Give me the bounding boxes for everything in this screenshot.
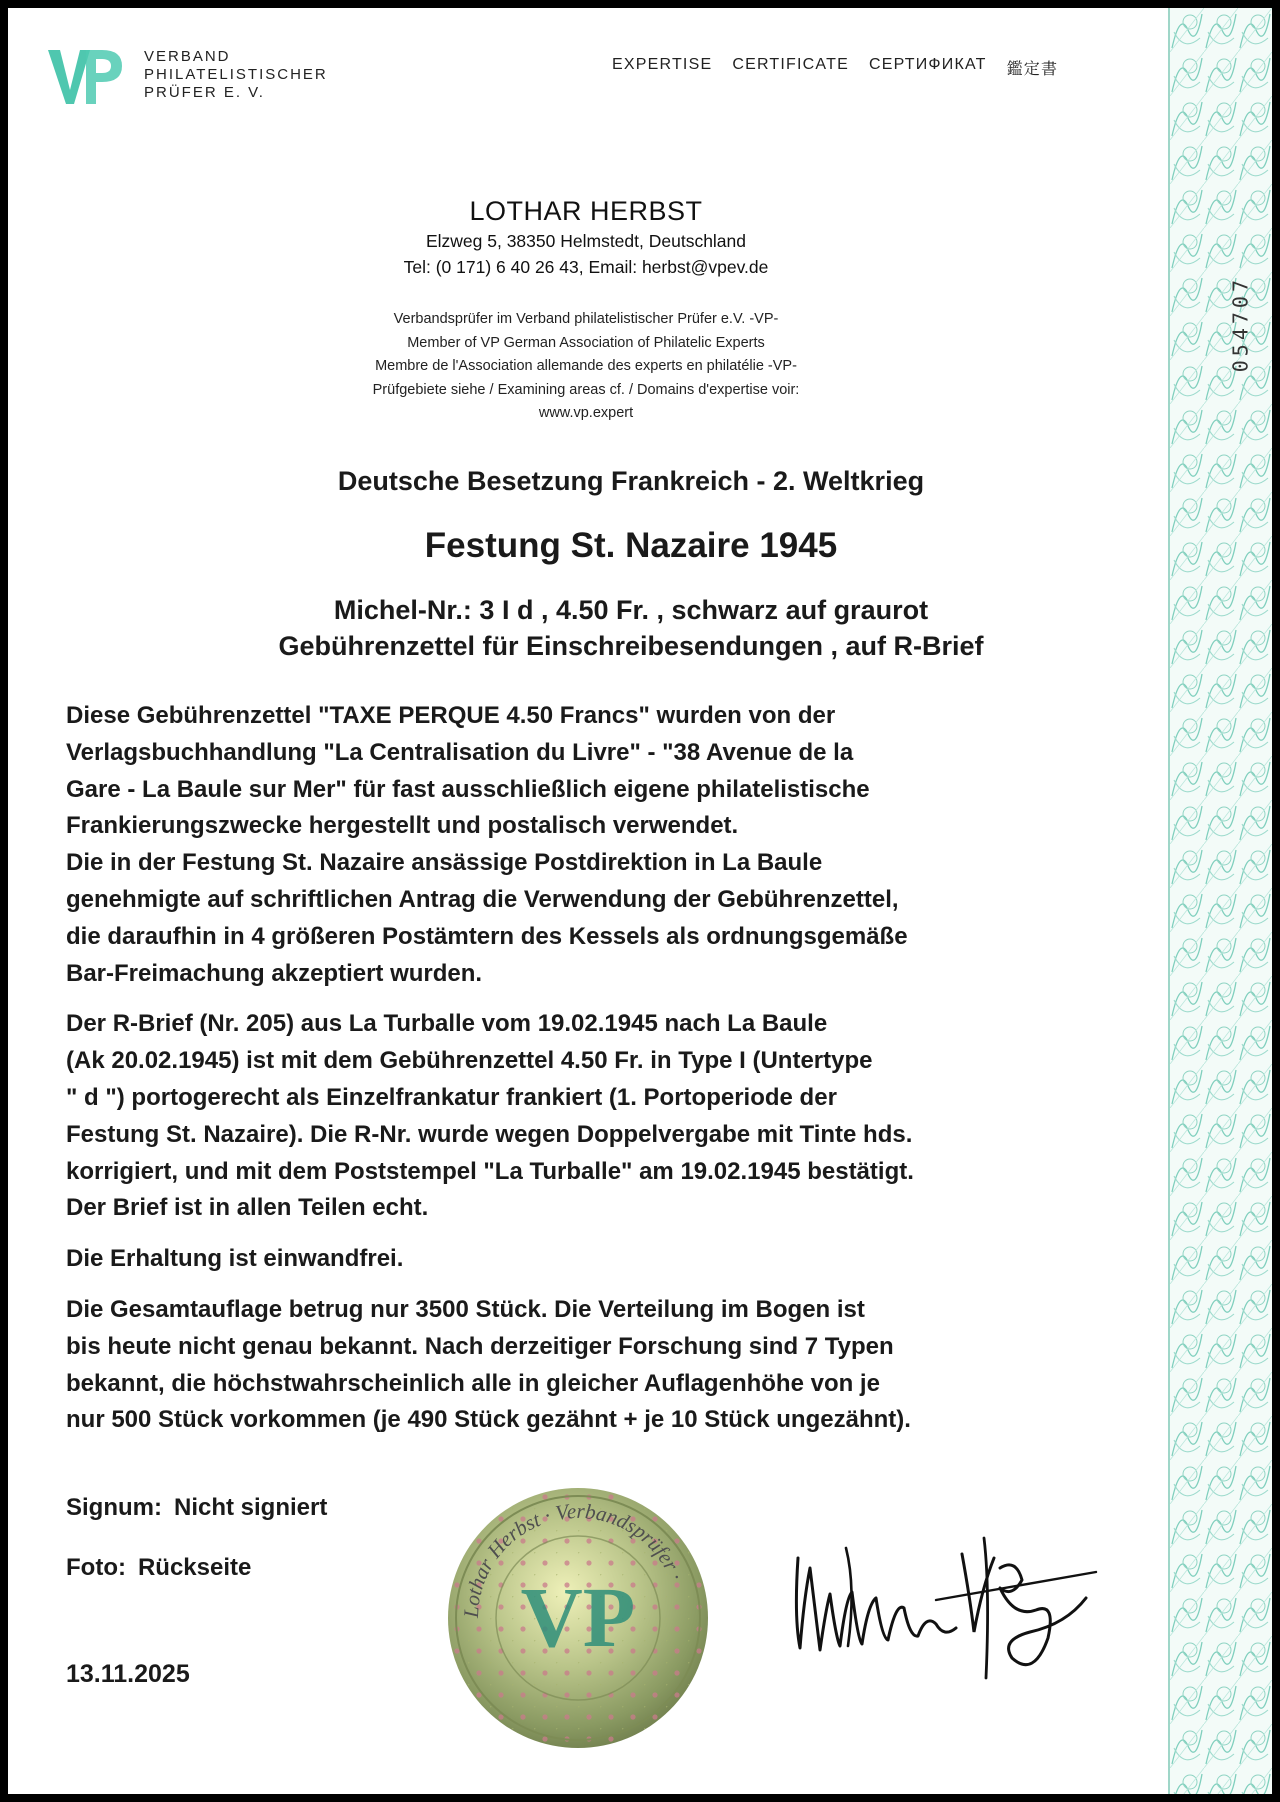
cert-word-japanese: 鑑定書	[1006, 61, 1059, 78]
organization-name	[144, 48, 328, 102]
org-line: VERBAND	[144, 48, 231, 65]
org-line: PRÜFER E. V.	[144, 84, 265, 101]
foto-line	[66, 1554, 251, 1582]
body-line: genehmigte auf schriftlichen Antrag die Verwendung der Gebührenzettel,	[66, 885, 899, 913]
cert-word-certificate: CERTIFICATE	[732, 56, 849, 73]
vp-logo-icon	[46, 46, 126, 110]
expert-name: LOTHAR HERBST	[469, 196, 703, 226]
body-line: Die Gesamtauflage betrug nur 3500 Stück. Die Verteilung im Bogen ist	[66, 1295, 865, 1323]
membership-website: www.vp.expert	[538, 405, 634, 421]
body-line: Der Brief ist in allen Teilen echt.	[66, 1194, 429, 1222]
expert-address: Elzweg 5, 38350 Helmstedt, Deutschland	[425, 231, 747, 251]
guilloche-pattern	[1170, 8, 1272, 1794]
security-border-strip	[1168, 8, 1272, 1794]
body-line: Diese Gebührenzettel "TAXE PERQUE 4.50 Francs" wurden von der	[66, 702, 836, 729]
signum-line	[66, 1494, 327, 1522]
michel-number-line: Michel-Nr.: 3 I d , 4.50 Fr. , schwarz auf graurot	[333, 595, 929, 625]
body-line: bis heute nicht genau bekannt. Nach derzeitiger Forschung sind 7 Typen	[66, 1332, 894, 1360]
membership-line: Prüfgebiete siehe / Examining areas cf. / Domains d'expertise voir:	[372, 381, 800, 398]
certificate-page	[8, 8, 1272, 1794]
subject-title: Festung St. Nazaire 1945	[424, 526, 838, 565]
certificate-body	[66, 698, 1126, 1439]
seal-center-letters: VP	[520, 1569, 636, 1665]
body-line: bekannt, die höchstwahrscheinlich alle in gleicher Auflagenhöhe von je	[66, 1369, 880, 1397]
expert-contact: Tel: (0 171) 6 40 26 43, Email: herbst@vpev.de	[403, 257, 769, 277]
foto-value: Rückseite	[137, 1554, 252, 1581]
body-line: Verlagsbuchhandlung "La Centralisation du Livre" - "38 Avenue de la	[66, 738, 854, 766]
seal-ring-text: Lothar Herbst · Verbandsprüfer ·	[458, 1498, 689, 1619]
body-line: Die in der Festung St. Nazaire ansässige Postdirektion in La Baule	[66, 849, 823, 877]
cert-word-expertise: EXPERTISE	[612, 56, 713, 73]
condition-statement: Die Erhaltung ist einwandfrei.	[66, 1245, 404, 1273]
foto-label: Foto:	[66, 1554, 126, 1581]
item-type-line: Gebührenzettel für Einschreibesendungen , auf R-Brief	[278, 631, 984, 661]
body-line: Der R-Brief (Nr. 205) aus La Turballe vom 19.02.1945 nach La Baule	[66, 1010, 828, 1038]
membership-line: Verbandsprüfer im Verband philatelistischer Prüfer e.V. -VP-	[393, 311, 779, 327]
body-line: " d ") portogerecht als Einzelfrankatur frankiert (1. Portoperiode der	[66, 1083, 837, 1111]
body-line: nur 500 Stück vorkommen (je 490 Stück gezähnt + je 10 Stück ungezähnt).	[66, 1406, 911, 1434]
body-line: korrigiert, und mit dem Poststempel "La Turballe" am 19.02.1945 bestätigt.	[66, 1157, 914, 1185]
org-line: PHILATELISTISCHER	[144, 66, 328, 83]
body-line: Gare - La Baule sur Mer" für fast ausschließlich eigene philatelistische	[66, 775, 870, 803]
expert-block	[8, 194, 1164, 280]
membership-line: Membre de l'Association allemande des experts en philatélie -VP-	[375, 358, 797, 374]
body-line: (Ak 20.02.1945) ist mit dem Gebührenzettel 4.50 Fr. in Type I (Untertype	[66, 1047, 873, 1075]
membership-statement	[8, 308, 1164, 426]
signum-value: Nicht signiert	[174, 1494, 328, 1521]
body-line: Festung St. Nazaire). Die R-Nr. wurde wegen Doppelvergabe mit Tinte hds.	[66, 1120, 913, 1148]
item-description	[8, 592, 1254, 664]
signature	[786, 1528, 1106, 1688]
serial-number: 054707	[1228, 276, 1252, 373]
hologram-seal	[446, 1486, 710, 1750]
certificate-words	[612, 56, 1058, 79]
body-line: Bar-Freimachung akzeptiert wurden.	[66, 959, 483, 987]
signum-label: Signum:	[66, 1494, 162, 1521]
body-line: Frankierungszwecke hergestellt und postalisch verwendet.	[66, 812, 739, 840]
body-line: die daraufhin in 4 größeren Postämtern des Kessels als ordnungsgemäße	[66, 922, 908, 950]
certificate-date: 13.11.2025	[66, 1660, 190, 1688]
membership-line: Member of VP German Association of Philatelic Experts	[407, 334, 765, 351]
cert-word-russian: СЕРТИФИКАТ	[868, 56, 987, 73]
collecting-area: Deutsche Besetzung Frankreich - 2. Weltkrieg	[337, 466, 925, 496]
